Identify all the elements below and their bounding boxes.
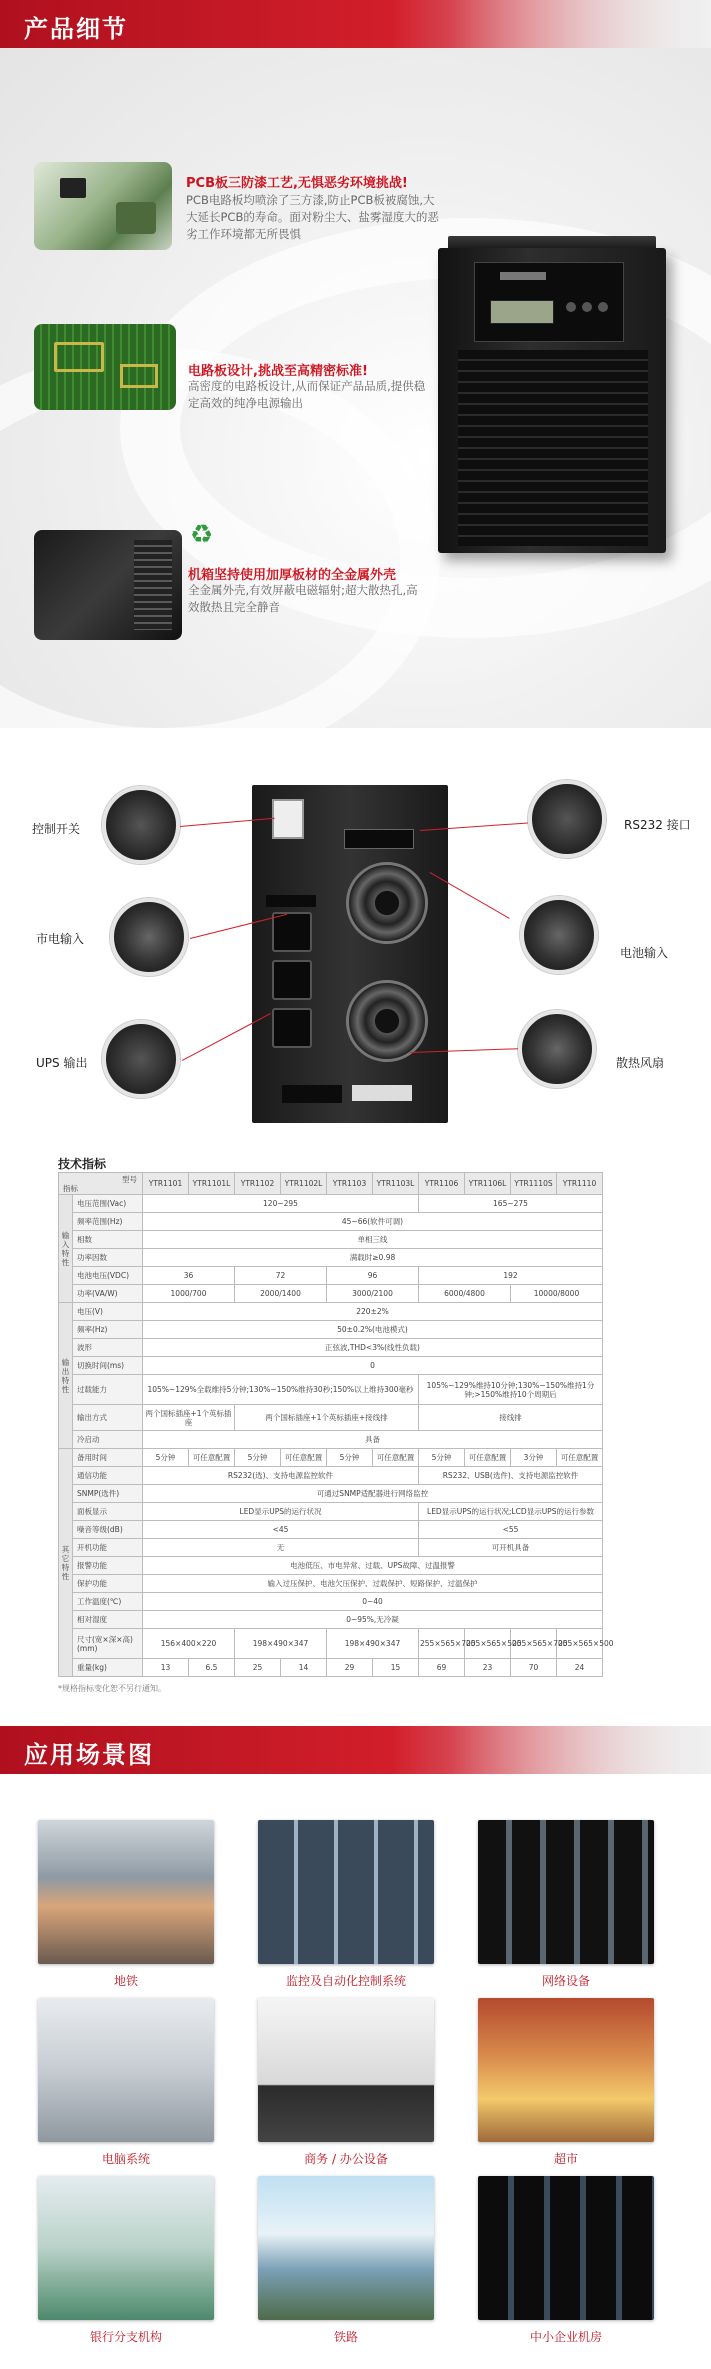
scene-label: 电脑系统 <box>101 2152 150 2166</box>
rs232-closeup <box>528 780 606 858</box>
label-rs232: RS232 接口 <box>624 818 691 832</box>
fan-icon <box>346 980 428 1062</box>
scene-office-image <box>258 1998 434 2142</box>
socket-icon <box>272 912 312 952</box>
feature-text: PCB电路板均喷涂了三方漆,防止PCB板被腐蚀,大大延长PCB的寿命。面对粉尘大、盐雾湿度大的恶劣工作环境都无所畏惧 <box>186 193 439 241</box>
ups-lcd-screen <box>490 300 554 324</box>
cooling-fan-closeup <box>518 1010 596 1088</box>
scene-label: 超市 <box>553 2152 578 2166</box>
label-ups-output: UPS 输出 <box>36 1056 88 1070</box>
scene-label: 中小企业机房 <box>529 2330 602 2344</box>
ups-rear-panel-image <box>252 785 448 1123</box>
scene-subway-image <box>38 1820 214 1964</box>
feature-heading: 电路板设计,挑战至高精密标准! <box>188 364 368 379</box>
ups-output-closeup <box>102 1020 180 1098</box>
scene-bank-image <box>38 2176 214 2320</box>
scene-server-room-image <box>478 2176 654 2320</box>
label-battery-input: 电池输入 <box>620 946 669 960</box>
circuit-board-image <box>34 324 176 410</box>
scene-label: 商务 / 办公设备 <box>304 2152 388 2166</box>
section-title: 产品细节 <box>24 15 128 43</box>
socket-icon <box>272 960 312 1000</box>
fan-icon <box>346 862 428 944</box>
chassis-image <box>34 530 182 640</box>
scene-supermarket-image <box>478 1998 654 2142</box>
recycle-icon: ♻ <box>190 520 214 550</box>
pcb-coating-image <box>34 162 172 250</box>
section-title: 应用场景图 <box>24 1741 154 1769</box>
feature-heading: 机箱坚持使用加厚板材的全金属外壳 <box>188 568 397 583</box>
battery-input-closeup <box>520 896 598 974</box>
section-banner-applications <box>0 1726 711 1774</box>
label-cooling-fan: 散热风扇 <box>616 1056 665 1070</box>
socket-icon <box>272 1008 312 1048</box>
control-switch-closeup <box>102 786 180 864</box>
scene-label: 银行分支机构 <box>89 2330 162 2344</box>
scene-label: 网络设备 <box>541 1974 590 1988</box>
scene-label: 铁路 <box>333 2330 358 2344</box>
label-control-switch: 控制开关 <box>32 822 81 836</box>
label-mains-input: 市电输入 <box>36 932 85 946</box>
scene-label: 监控及自动化控制系统 <box>285 1974 406 1988</box>
spec-table: 型号 指标 YTR1101 YTR1101L YTR1102 YTR1102L YTR1103 YTR1103L YTR1106 YTR1106L YTR1110S YTR1110 输入特性 电压范围(Vac) 120~295 165~275 频率范围(Hz) 45~66(软件可调) 相数 单相三线 功率因数 满载时≥0.98 电池电压(VDC) 36 72 96 192 功率(VA/W) 1000/700 2000/1400 3000/2100 6000/4800 10000/8000 输出特性 电压(V) 220±2% 频率(Hz) 50±0.2%(电池模式) 波形 正弦波,THD<3%(线性负载) 切换时间(ms) 0 过载能力 105%~129%全载维持5分钟;130%~150%维持30秒;150%以上维持300毫秒 105%~129%维持10分钟;130%~150%维持1分钟;>150%维持10个周期后 输出方式 两个国标插座+1个英标插座 两个国标插座+1个英标插座+接线排 接线排 冷启动 具备 其它特性 备用时间 5分钟 可任意配置 5分钟 可任意配置 5分钟 可任意配置 5分钟 可任意配置 3分钟 可任意配置 通信功能 RS232(选)、支持电源监控软件 RS232、USB(选件)、支持电源监控软件 SNMP(选件) 可通过SNMP适配器进行网络监控 面板显示 LED显示UPS的运行状况 LED显示UPS的运行状况;LCD显示UPS的运行参数 噪音等级(dB) <45 <55 开机功能 无 可开机具备 报警功能 电池低压、市电异常、过载、UPS故障、过温报警 保护功能 输入过压保护、电池欠压保护、过载保护、短路保护、过温保护 工作温度(℃) 0~40 相对湿度 0~95%,无冷凝 尺寸(宽×深×高)(mm) 156×400×220 198×490×347 198×490×347 255×565×700 255×565×500 255×565×700 255×565×500 重量(kg) 13 6.5 25 14 29 15 69 23 70 24 <box>58 1172 603 1677</box>
feature-heading: PCB板三防漆工艺,无惧恶劣环境挑战! <box>186 176 408 191</box>
feature-text: 全金属外壳,有效屏蔽电磁辐射;超大散热孔,高效散热且完全静音 <box>188 583 418 614</box>
scene-network-image <box>478 1820 654 1964</box>
spec-note: *规格指标变化恕不另行通知。 <box>58 1684 166 1693</box>
scene-monitoring-image <box>258 1820 434 1964</box>
spec-title: 技术指标 <box>58 1157 107 1171</box>
scene-railway-image <box>258 2176 434 2320</box>
section-banner-details <box>0 0 711 48</box>
scene-computer-image <box>38 1998 214 2142</box>
feature-text: 高密度的电路板设计,从而保证产品品质,提供稳定高效的纯净电源输出 <box>188 379 426 410</box>
scene-label: 地铁 <box>113 1974 138 1988</box>
mains-input-closeup <box>110 898 188 976</box>
